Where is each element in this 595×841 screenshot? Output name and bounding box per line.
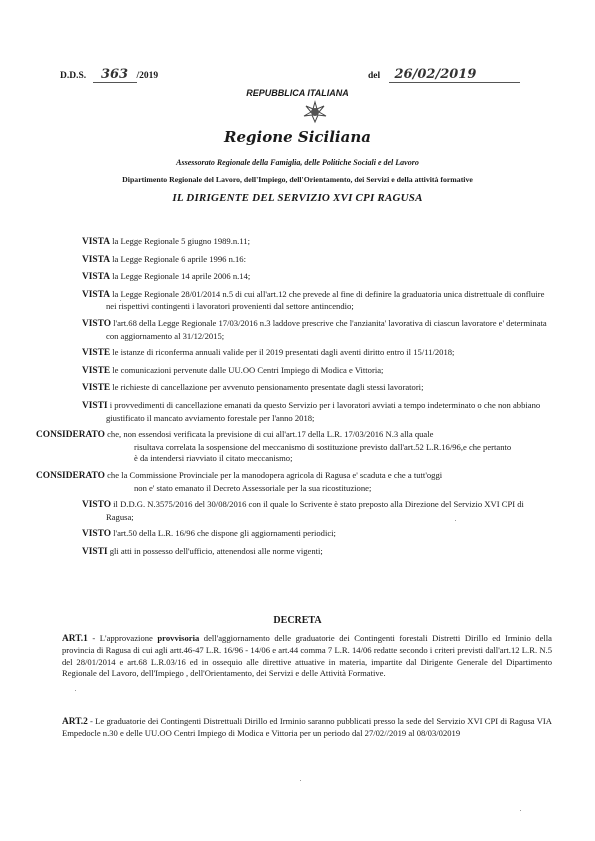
considerato-block-2: CONSIDERATO che la Commissione Provinciale per la manodopera agricola di Ragusa e' scaduta e che a tutt'oggi non e' stato emanato il Decreto Assessoriale per la sua ricostituzione; [36,469,443,493]
clause-row: VISTO il D.D.G. N.3575/2016 del 30/08/2016 con il quale lo Scrivente è stato preposto alla Direzione del Servizio XVI CPI di Ragusa; [82,499,524,522]
dipartimento-heading: Dipartimento Regionale del Lavoro, dell'Impiego, dell'Orientamento, dei Servizi e della attività formative [122,175,473,184]
clause-row: VISTA la Legge Regionale 5 giugno 1989.n.11; [82,236,250,247]
dds-label: D.D.S. [60,71,87,81]
clause-row: VISTI gli atti in possesso dell'ufficio, attenendosi alle norme vigenti; [82,545,323,557]
clause-row: VISTO l'art.68 della Legge Regionale 17/03/2016 n.3 laddove prescrive che l'anzianita' lavorativa di ciascun lavoratore e' determinata con aggiornamento al 31/12/2015; [82,317,547,341]
dirigente-heading: IL DIRIGENTE DEL SERVIZIO XVI CPI RAGUSA [172,192,423,204]
decree-date-line [368,67,520,83]
decree-number-line [60,67,158,83]
preamble-clauses [36,236,552,563]
region-heading: Regione Siciliana [224,128,371,146]
clause-row: VISTA la Legge Regionale 6 aprile 1996 n.16: [82,253,246,265]
clause-row: VISTO l'art.50 della L.R. 16/96 che dispone gli aggiornamenti periodici; [82,528,336,540]
article-2: ART.2 - Le graduatorie dei Contingenti Distrettuali Dirillo ed Irminio saranno pubblicati presso la sede del Servizio XVI CPI di Ragusa VIA Empedocle n.30 e delle UU.OO Centri Impiego di Modica e Vittoria per un periodo dal 27/02//2019 al 08/03/02019 [62,716,552,739]
clause-row: VISTI i provvedimenti di cancellazione emanati da questo Servizio per i lavoratori avviati a tempo indeterminato o che non abbiano giustificato il mancato avviamento forestale per l'anno 2018; [82,399,541,423]
decreta-heading: DECRETA [273,615,322,626]
clause-row: VISTE le comunicazioni pervenute dalle UU.OO Centri Impiego di Modica e Vittoria; [82,364,384,376]
emblem-icon [302,100,328,129]
considerato-block-1: CONSIDERATO che, non essendosi verificata la previsione di cui all'art.17 della L.R. 17/03/2016 N.3 alla quale risultava correlata la sospensione del meccanismo di sostituzione previsto dall'art.52 L.R.16/96,e che pertanto è da intendersi riavviato il citato meccanismo; [36,429,512,464]
decree-date: 26/02/2019 [389,67,520,83]
clause-row: VISTA la Legge Regionale 28/01/2014 n.5 di cui all'art.12 che prevede al fine di definire la graduatoria unica distrettuale di confluire nei rispettivi contingenti i lavoratori provenienti dal settore antincendio; [82,288,545,312]
republic-heading: REPUBBLICA ITALIANA [246,88,349,98]
dds-number: 363 [93,67,137,83]
clause-row: VISTA la Legge Regionale 14 aprile 2006 n.14; [82,271,251,283]
dds-year: /2019 [136,71,159,81]
article-1: ART.1 - L'approvazione provvisoria dell'aggiornamento delle graduatorie dei Contingenti forestali Distretti Dirillo ed Irminio della provincia di Ragusa di cui agli artt.46-47 L.R. 16/96 - 14/06 e art.44 comma 7 L.R. 14/06 redatte secondo i criteri previsti dall'art.12 L.R. N.5 del 28/01/2014 e art.68 L.R.03/16 ed in ossequio alle direttive attuative in materia, impartite dal Dirigente Generale del Dipartimento Regionale del Lavoro, dell'Impiego , dell'Orientamento, dei Servizi e delle Attività Formative. [62,633,552,679]
del-label: del [368,71,381,81]
clause-row: VISTE le richieste di cancellazione per avvenuto pensionamento presentate dagli stessi lavoratori; [82,382,424,394]
assessorato-heading: Assessorato Regionale della Famiglia, delle Politiche Sociali e del Lavoro [176,158,419,167]
clause-row: VISTE le istanze di riconferma annuali valide per il 2019 presentati dagli aventi diritto entro il 15/11/2018; [82,347,455,359]
